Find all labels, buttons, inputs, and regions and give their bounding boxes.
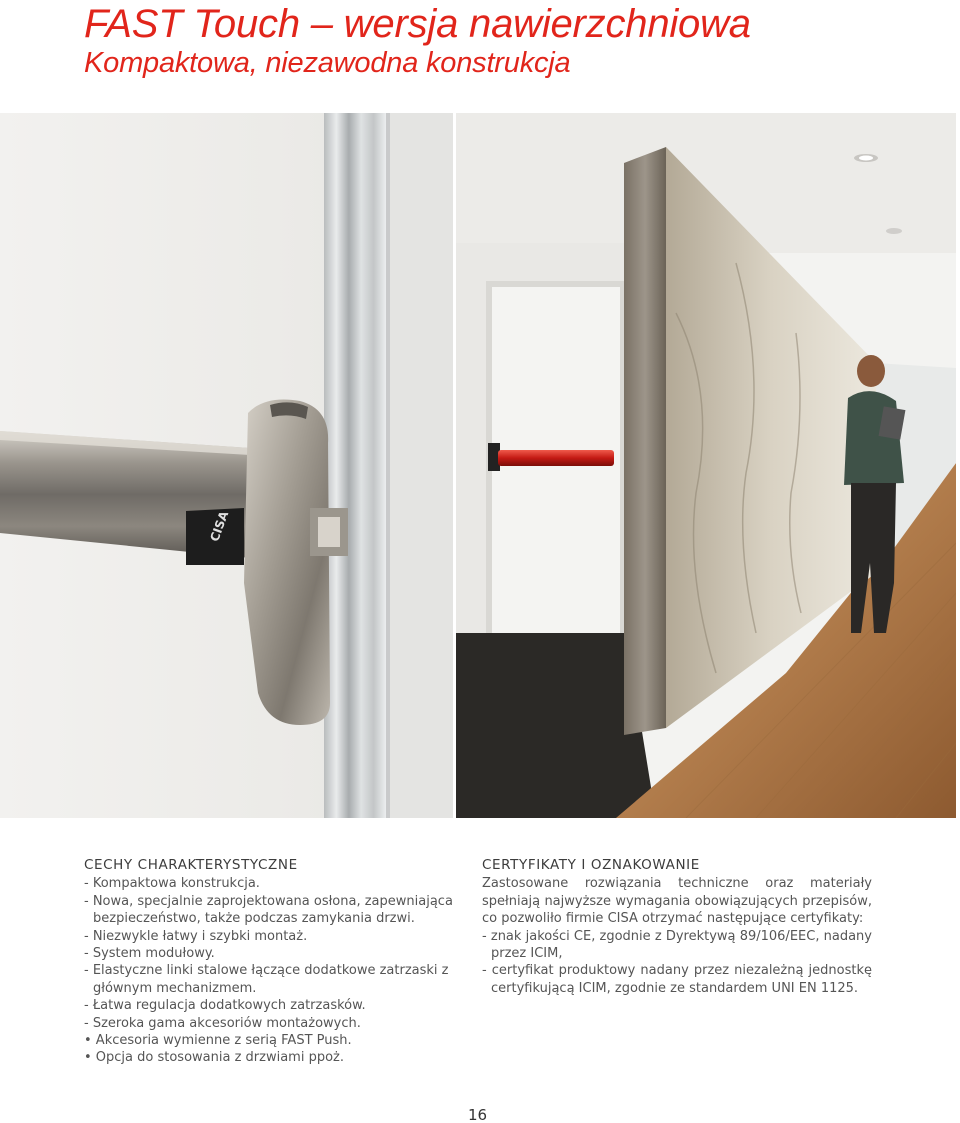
certification-item: - certyfikat produktowy nadany przez niezależną jednostkę certyfikującą ICIM, zgodnie ze standardem UNI EN 1125. [482, 963, 872, 996]
feature-item: - System modułowy. [84, 946, 215, 962]
feature-item: • Akcesoria wymienne z serią FAST Push. [84, 1033, 352, 1049]
features-heading: CECHY CHARAKTERYSTYCZNE [84, 857, 298, 873]
page-title: FAST Touch – wersja nawierzchniowa [84, 2, 751, 46]
feature-item: - Nowa, specjalnie zaprojektowana osłona, zapewniająca bezpieczeństwo, także podczas zamykania drzwi. [84, 893, 453, 927]
feature-item: - Kompaktowa konstrukcja. [84, 876, 260, 892]
feature-item: - Szeroka gama akcesoriów montażowych. [84, 1015, 361, 1031]
cisa-logo-mark: CISA [207, 509, 232, 544]
certification-item: - znak jakości CE, zgodnie z Dyrektywą 89/106/EEC, nadany przez ICIM, [482, 928, 872, 962]
feature-item: • Opcja do stosowania z drzwiami ppoż. [84, 1050, 344, 1066]
certifications-section [482, 857, 872, 997]
certifications-intro: Zastosowane rozwiązania techniczne oraz materiały spełniają najwyższe wymagania obowiązujących przepisów, co pozwoliło firmie CISA otrzymać następujące certyfikaty: [482, 876, 872, 927]
features-section [84, 857, 472, 1067]
feature-item: - Niezwykle łatwy i szybki montaż. [84, 928, 308, 944]
photo-push-bar-closeup [0, 113, 453, 818]
feature-item: - Elastyczne linki stalowe łączące dodatkowe zatrzaski z głównym mechanizmem. [84, 963, 449, 996]
title-block [84, 2, 751, 80]
page-number: 16 [468, 1106, 488, 1123]
page-subtitle: Kompaktowa, niezawodna konstrukcja [84, 47, 571, 79]
photo-office-corridor [456, 113, 956, 818]
certifications-heading: CERTYFIKATY I OZNAKOWANIE [482, 857, 700, 873]
feature-item: - Łatwa regulacja dodatkowych zatrzasków. [84, 998, 366, 1014]
